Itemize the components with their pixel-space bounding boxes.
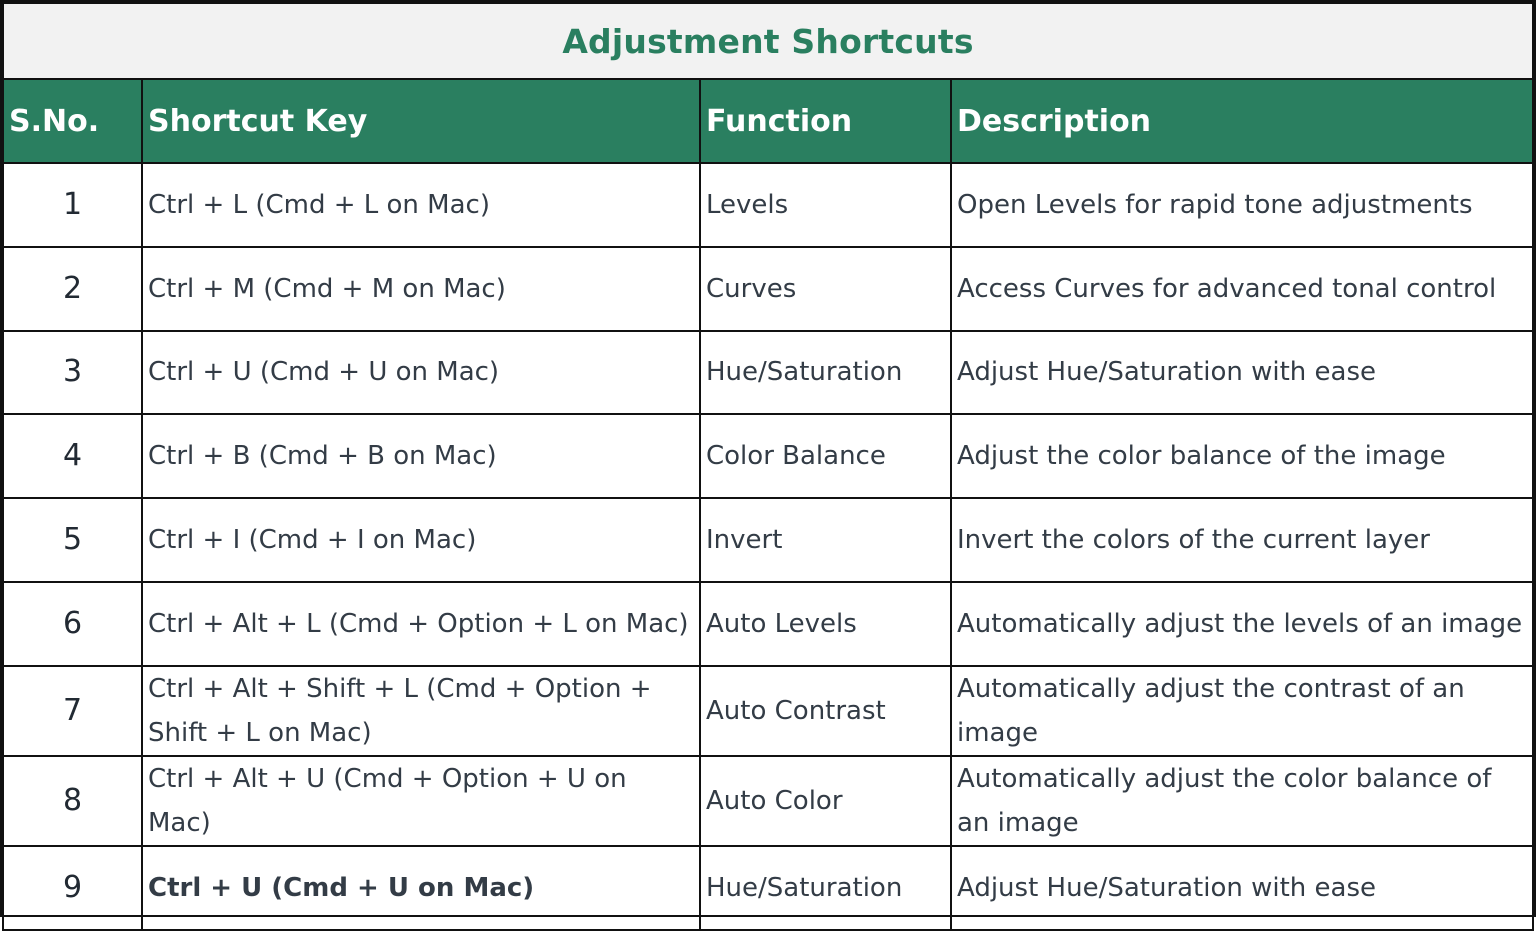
row-number: 9 bbox=[3, 846, 142, 930]
description-cell: Automatically adjust the contrast of an image bbox=[951, 666, 1533, 756]
description-cell: Adjust Hue/Saturation with ease bbox=[951, 846, 1533, 930]
function-cell: Auto Contrast bbox=[700, 666, 951, 756]
header-row bbox=[3, 79, 1533, 163]
table-row bbox=[3, 582, 1533, 666]
table-row bbox=[3, 247, 1533, 331]
function-cell: Auto Color bbox=[700, 756, 951, 846]
description-cell: Invert the colors of the current layer bbox=[951, 498, 1533, 582]
function-cell: Color Balance bbox=[700, 414, 951, 498]
table-row bbox=[3, 331, 1533, 415]
row-number: 2 bbox=[3, 247, 142, 331]
table-title: Adjustment Shortcuts bbox=[3, 3, 1533, 79]
shortcut-key-cell: Ctrl + Alt + L (Cmd + Option + L on Mac) bbox=[142, 582, 700, 666]
header-function: Function bbox=[700, 79, 951, 163]
row-number: 3 bbox=[3, 331, 142, 415]
function-cell: Auto Levels bbox=[700, 582, 951, 666]
row-number: 5 bbox=[3, 498, 142, 582]
function-cell: Hue/Saturation bbox=[700, 846, 951, 930]
row-number: 4 bbox=[3, 414, 142, 498]
description-cell: Open Levels for rapid tone adjustments bbox=[951, 163, 1533, 247]
shortcut-key-cell: Ctrl + B (Cmd + B on Mac) bbox=[142, 414, 700, 498]
function-cell: Invert bbox=[700, 498, 951, 582]
row-number: 7 bbox=[3, 666, 142, 756]
function-cell: Levels bbox=[700, 163, 951, 247]
header-shortcut-key: Shortcut Key bbox=[142, 79, 700, 163]
table-row bbox=[3, 756, 1533, 846]
description-cell: Adjust the color balance of the image bbox=[951, 414, 1533, 498]
table-row bbox=[3, 163, 1533, 247]
title-row bbox=[3, 3, 1533, 79]
table-row bbox=[3, 498, 1533, 582]
shortcut-key-cell: Ctrl + M (Cmd + M on Mac) bbox=[142, 247, 700, 331]
table-row bbox=[3, 414, 1533, 498]
adjustment-shortcuts-table bbox=[2, 2, 1534, 931]
row-number: 8 bbox=[3, 756, 142, 846]
function-cell: Hue/Saturation bbox=[700, 331, 951, 415]
description-cell: Adjust Hue/Saturation with ease bbox=[951, 331, 1533, 415]
shortcut-key-cell: Ctrl + Alt + Shift + L (Cmd + Option + Shift + L on Mac) bbox=[142, 666, 700, 756]
function-cell: Curves bbox=[700, 247, 951, 331]
table-row bbox=[3, 846, 1533, 930]
shortcut-key-cell: Ctrl + L (Cmd + L on Mac) bbox=[142, 163, 700, 247]
shortcut-key-cell: Ctrl + Alt + U (Cmd + Option + U on Mac) bbox=[142, 756, 700, 846]
header-sno: S.No. bbox=[3, 79, 142, 163]
shortcut-key-cell: Ctrl + I (Cmd + I on Mac) bbox=[142, 498, 700, 582]
description-cell: Access Curves for advanced tonal control bbox=[951, 247, 1533, 331]
shortcut-key-cell: Ctrl + U (Cmd + U on Mac) bbox=[142, 331, 700, 415]
description-cell: Automatically adjust the levels of an image bbox=[951, 582, 1533, 666]
description-cell: Automatically adjust the color balance of an image bbox=[951, 756, 1533, 846]
row-number: 1 bbox=[3, 163, 142, 247]
shortcut-key-cell: Ctrl + U (Cmd + U on Mac) bbox=[142, 846, 700, 930]
header-description: Description bbox=[951, 79, 1533, 163]
row-number: 6 bbox=[3, 582, 142, 666]
table-row bbox=[3, 666, 1533, 756]
